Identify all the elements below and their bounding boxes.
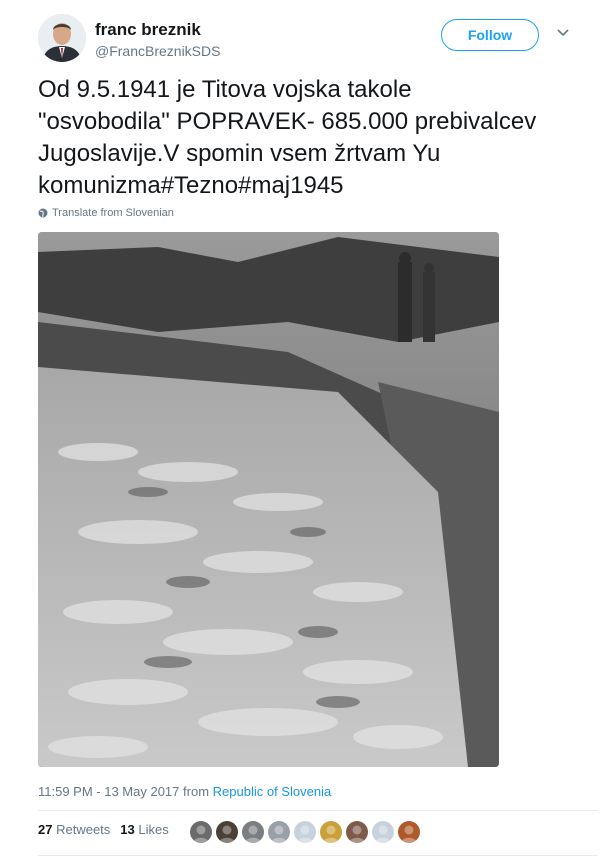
tweet-photo[interactable] xyxy=(38,232,499,767)
liker-avatar[interactable] xyxy=(294,821,316,843)
user-avatar-icon xyxy=(242,821,264,843)
tweet-text: Od 9.5.1941 je Titova vojska takole "osvobodila" POPRAVEK- 685.000 prebivalcev Jugoslavije.V spomin vsem žrtvam Yu komunizma#Tezno#maj1945 xyxy=(38,76,537,199)
retweets-label: Retweets xyxy=(56,822,111,837)
tweet-time[interactable]: 11:59 PM - 13 May 2017 xyxy=(38,784,180,799)
liker-avatar[interactable] xyxy=(346,821,368,843)
user-avatar-icon xyxy=(294,821,316,843)
retweets-count: 27 xyxy=(38,822,53,837)
liker-avatar[interactable] xyxy=(320,821,342,843)
user-avatar-icon xyxy=(346,821,368,843)
tweet-timestamp xyxy=(38,784,331,799)
liker-avatar[interactable] xyxy=(242,821,264,843)
likers-avatars xyxy=(190,821,420,843)
liker-avatar[interactable] xyxy=(216,821,238,843)
author-display-name[interactable]: franc breznik xyxy=(95,20,201,39)
author-handle[interactable]: @FrancBreznikSDS xyxy=(95,43,221,59)
user-avatar-icon xyxy=(398,821,420,843)
likes-stat[interactable] xyxy=(120,822,168,837)
tweet-stats xyxy=(38,822,179,837)
tweet-header xyxy=(38,14,598,64)
chevron-down-icon[interactable] xyxy=(555,24,571,40)
divider-top xyxy=(38,810,598,811)
user-avatar-icon xyxy=(268,821,290,843)
avatar-portrait-icon xyxy=(38,14,86,62)
translate-label: Translate from Slovenian xyxy=(52,207,174,219)
location-link[interactable]: Republic of Slovenia xyxy=(212,784,332,799)
liker-avatar[interactable] xyxy=(268,821,290,843)
liker-avatar[interactable] xyxy=(190,821,212,843)
translate-link[interactable] xyxy=(38,207,174,219)
mass-grave-photo-image xyxy=(38,232,499,767)
liker-avatar[interactable] xyxy=(398,821,420,843)
liker-avatar[interactable] xyxy=(372,821,394,843)
likes-label: Likes xyxy=(138,822,169,837)
likes-count: 13 xyxy=(120,822,135,837)
author-avatar[interactable] xyxy=(38,14,86,62)
divider-bottom xyxy=(38,855,598,856)
follow-button[interactable]: Follow xyxy=(441,19,539,51)
globe-icon xyxy=(38,208,48,218)
user-avatar-icon xyxy=(320,821,342,843)
retweets-stat[interactable] xyxy=(38,822,110,837)
user-avatar-icon xyxy=(372,821,394,843)
from-word: from xyxy=(183,784,210,799)
user-avatar-icon xyxy=(190,821,212,843)
user-avatar-icon xyxy=(216,821,238,843)
